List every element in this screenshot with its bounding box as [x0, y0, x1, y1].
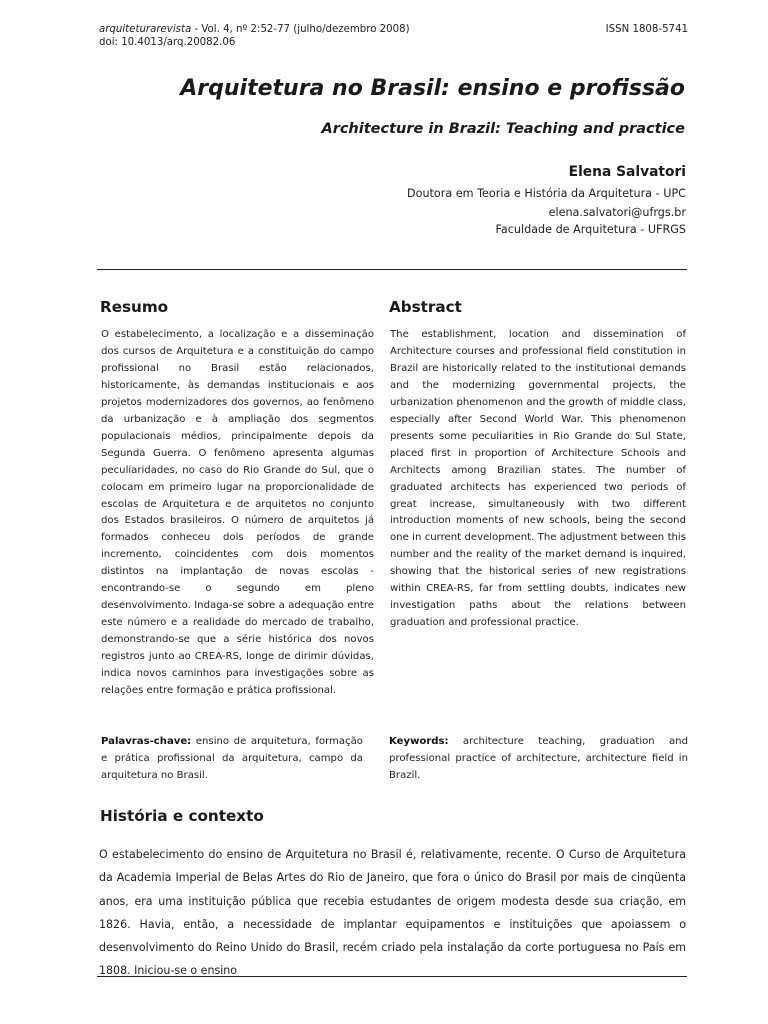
section-body: O estabelecimento do ensino de Arquitetura no Brasil é, relativamente, recente. O Curso de Arquitetura da Academia Imperial de Belas Artes do Rio de Janeiro, que fora o único do Brasil por mais de cinqüenta anos, era uma instituição pública que recebia estudantes de origem modesta desde sua criação, em 1826. Havia, então, a necessidade de implantar equipamentos e instituições que apoiassem o desenvolvimento do Reino Unido do Brasil, recém criado pela instalação da corte portuguesa no País em 1808. Iniciou-se o ensino: [99, 848, 686, 978]
author-degree: Doutora em Teoria e História da Arquitetura - UPC: [406, 187, 686, 200]
journal-citation: [99, 24, 410, 49]
resumo-keywords: [101, 734, 363, 785]
resumo-heading: Resumo: [100, 298, 169, 316]
author-email[interactable]: elena.salvatori@ufrgs.br: [548, 206, 686, 219]
author-name: Elena Salvatori: [568, 164, 686, 180]
article-subtitle: Architecture in Brazil: Teaching and practice: [321, 121, 685, 137]
citation-line: [99, 24, 410, 37]
volume-info: - Vol. 4, nº 2:52-77 (julho/dezembro 2008): [191, 24, 410, 35]
header-divider: [97, 269, 687, 270]
keywords-label: Keywords:: [389, 736, 449, 747]
journal-name: arquiteturarevista: [99, 24, 192, 35]
resumo-text: O estabelecimento, a localização e a disseminação dos cursos de Arquitetura e a constituição do campo profissional no Brasil estão relacionados, historicamente, às demandas institucionais e aos projetos modernizadores dos governos, ao fenômeno da urbanização e à ampliação dos segmentos populacionais médios, principalmente depois da Segunda Guerra. O fenômeno apresenta algumas peculiaridades, no caso do Rio Grande do Sul, que o colocam em primeiro lugar na proporcionalidade de escolas de Arquitetura e de arquitetos no conjunto dos Estados brasileiros. O número de arquitetos já formados conheceu dois períodos de grande incremento, coincidentes com dois momentos distintos na implantação de novas escolas - encontrando-se o segundo em pleno desenvolvimento. Indaga-se sobre a adequação entre este número e a realidade do mercado de trabalho, demonstrando-se que a série histórica dos novos registros junto ao CREA-RS, longe de dirimir dúvidas, indica novos caminhos para investigações sobre as relações entre formação e prática profissional.: [101, 329, 374, 697]
palavras-chave-text: ensino de arquitetura, formação e prática profissional da arquitetura, campo da arquitetura no Brasil.: [101, 736, 363, 781]
keywords-text: architecture teaching, graduation and professional practice of architecture, architecture field in Brazil.: [389, 736, 688, 781]
palavras-chave-label: Palavras-chave:: [101, 736, 192, 747]
issn: ISSN 1808-5741: [605, 24, 688, 35]
section-heading: História e contexto: [100, 807, 264, 825]
doi: doi: 10.4013/arq.20082.06: [99, 36, 236, 48]
article-title: Arquitetura no Brasil: ensino e profissão: [180, 76, 685, 101]
footer-divider: [97, 976, 687, 977]
abstract-text: The establishment, location and dissemination of Architecture courses and professional field constitution in Brazil are historically related to the institutional demands and the modernizing governmental projects, the urbanization phenomenon and the growth of middle class, especially after Second World War. This phenomenon presents some peculiarities in Rio Grande do Sul State, placed first in proportion of Architecture Schools and Architects among Brazilian states. The number of graduated architects has experienced two periods of great increase, simultaneously with two different introduction moments of new schools, being the second one in current development. The adjustment between this number and the reality of the market demand is inquired, showing that the historical series of new registrations within CREA-RS, far from settling doubts, indicates new investigation paths about the relations between graduation and professional practice.: [390, 329, 686, 629]
abstract-keywords: [389, 734, 688, 785]
author-institution: Faculdade de Arquitetura - UFRGS: [495, 223, 686, 236]
abstract-heading: Abstract: [389, 298, 462, 316]
